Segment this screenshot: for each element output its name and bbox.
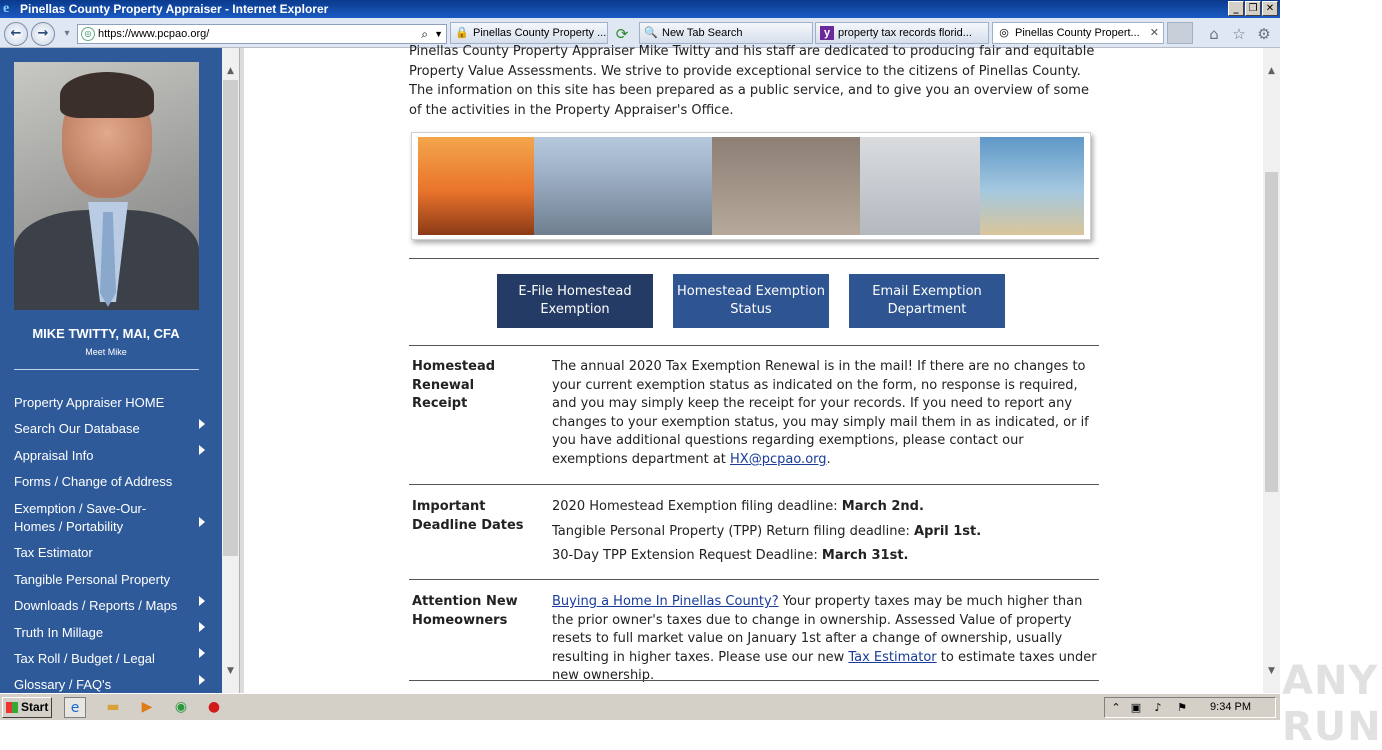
deadline-desc: 30-Day TPP Extension Request Deadline:: [552, 548, 822, 564]
deadline-date: March 2nd.: [841, 499, 924, 514]
tab-label: Pinellas County Propert...: [1015, 27, 1140, 39]
deadline-desc: 2020 Homestead Exemption filing deadline:: [552, 499, 842, 514]
sidebar-item-glossary[interactable]: Glossary / FAQ's: [14, 677, 112, 692]
divider: [409, 680, 1099, 681]
sidebar-scrollbar[interactable]: [222, 48, 239, 693]
tab-new-tab-search[interactable]: [639, 22, 813, 44]
anyrun-watermark: ANY RUN: [1282, 658, 1382, 750]
media-player-icon[interactable]: ▶: [141, 699, 153, 715]
tab-close-icon[interactable]: ✕: [1149, 27, 1159, 39]
sidebar-item-tax-roll[interactable]: Tax Roll / Budget / Legal: [14, 651, 155, 666]
search-icon[interactable]: ⌕: [421, 27, 428, 41]
forward-button[interactable]: →: [31, 22, 55, 46]
address-dropdown-icon[interactable]: ▼: [434, 29, 443, 39]
sidebar-item-home[interactable]: Property Appraiser HOME: [14, 395, 165, 410]
divider: [409, 579, 1099, 580]
hx-email-link[interactable]: HX@pcpao.org: [730, 451, 827, 467]
palm-trees-sunset-photo: [418, 137, 534, 235]
beach-photo: [980, 137, 1084, 235]
warning-icon[interactable]: ●: [207, 699, 221, 715]
scrollbar-thumb[interactable]: [1265, 172, 1278, 492]
submenu-arrow-icon: [199, 517, 205, 527]
sidebar-item-exemption[interactable]: Exemption / Save-Our-Homes / Portability: [14, 501, 147, 534]
home-icon[interactable]: ⌂: [1209, 25, 1219, 43]
homeowners-body: Your property taxes may be much higher than the prior owner's taxes due to change in ownership. Assessed Value of property resets to full market value on January 1st after a change of ownership, usually resulting in higher taxes. Please use our new: [552, 594, 1083, 665]
volume-icon[interactable]: ♪: [1154, 701, 1162, 714]
divider: [409, 484, 1099, 485]
homestead-tail: .: [826, 451, 831, 467]
sidebar-item-tax-estimator[interactable]: Tax Estimator: [14, 545, 93, 560]
windows-logo-icon: [6, 702, 18, 713]
action-center-flag-icon[interactable]: ⚑: [1177, 701, 1187, 714]
internet-explorer-icon[interactable]: e: [64, 697, 86, 718]
address-url: https://www.pcpao.org/: [98, 28, 210, 40]
deadline-line: [552, 498, 1097, 517]
sidebar-item-tangible-property[interactable]: Tangible Personal Property: [14, 572, 171, 587]
submenu-arrow-icon: [199, 596, 205, 606]
submenu-arrow-icon: [199, 622, 205, 632]
scroll-down-icon[interactable]: ▼: [227, 666, 234, 676]
favorites-star-icon[interactable]: ☆: [1232, 25, 1246, 43]
deadline-date: April 1st.: [914, 523, 982, 539]
show-hidden-icons-icon[interactable]: ⌃: [1111, 701, 1121, 714]
site-icon: ◎: [999, 27, 1009, 39]
submenu-arrow-icon: [199, 648, 205, 658]
window-title-bar: [0, 0, 1280, 18]
page-scrollbar[interactable]: [1263, 48, 1280, 693]
network-icon[interactable]: ▣: [1130, 701, 1142, 714]
scroll-up-icon[interactable]: ▲: [227, 66, 234, 76]
address-bar[interactable]: [77, 24, 447, 44]
efile-homestead-button[interactable]: E-File Homestead Exemption: [497, 274, 653, 328]
deadline-dates-text: [552, 498, 1097, 566]
yahoo-icon: y: [820, 26, 834, 40]
submenu-arrow-icon: [199, 675, 205, 685]
submenu-arrow-icon: [199, 445, 205, 455]
meet-mike-link[interactable]: Meet Mike: [85, 347, 127, 357]
divider: [409, 345, 1099, 346]
sidebar-item-truth-in-millage[interactable]: Truth In Millage: [14, 625, 104, 640]
divider: [409, 258, 1099, 259]
homestead-renewal-label: Homestead Renewal Receipt: [412, 359, 496, 411]
new-homeowners-label: Attention New Homeowners: [412, 594, 518, 628]
history-dropdown-icon[interactable]: ▾: [64, 28, 70, 39]
homeowners-tail: to estimate taxes under new ownership.: [552, 649, 1097, 684]
new-tab-button[interactable]: [1167, 22, 1193, 44]
refresh-icon[interactable]: ⟳: [615, 25, 629, 43]
office-workers-photo: [860, 137, 980, 235]
sidebar-item-downloads[interactable]: Downloads / Reports / Maps: [14, 598, 178, 613]
deadline-line: [552, 547, 1097, 566]
search-icon: 🔍: [644, 27, 658, 39]
sidebar: [0, 48, 222, 693]
banner-image: [411, 132, 1091, 240]
back-button[interactable]: ←: [4, 22, 28, 46]
close-window-button[interactable]: ✕: [1262, 1, 1278, 16]
maximize-button[interactable]: ❐: [1245, 1, 1261, 16]
clock: 9:34 PM: [1210, 701, 1251, 713]
tab-property-tax-records[interactable]: [815, 22, 989, 44]
tab-label: property tax records florid...: [838, 27, 972, 39]
chrome-icon[interactable]: ◉: [174, 699, 188, 715]
start-label: Start: [21, 700, 49, 714]
sidebar-item-appraisal-info[interactable]: Appraisal Info: [14, 448, 94, 463]
courthouse-photo: [534, 137, 712, 235]
tab-pinellas-active[interactable]: [992, 22, 1164, 44]
deadline-desc: Tangible Personal Property (TPP) Return filing deadline:: [552, 523, 915, 539]
system-tray: [1104, 697, 1276, 718]
intro-text: Property Value Assessments. We strive to provide exceptional service to the citizens of Pinellas County. The information on this site has been prepared as a public service, and to give you an overview of some of the activities in the Property Appraiser's Office.: [409, 63, 1089, 118]
taskbar: [0, 693, 1280, 720]
start-button[interactable]: [2, 697, 52, 718]
window-title: Pinellas County Property Appraiser - Internet Explorer: [20, 2, 329, 16]
site-icon: ◎: [81, 27, 95, 41]
ie-logo-icon: e: [3, 1, 10, 16]
intro-cut-line: Pinellas County Property Appraiser Mike Twitty and his staff are dedicated to producing fair and equitable: [409, 44, 1095, 59]
new-homeowners-text: [552, 593, 1097, 686]
sidebar-item-forms[interactable]: Forms / Change of Address: [14, 474, 173, 489]
tax-estimator-link[interactable]: Tax Estimator: [848, 649, 937, 665]
american-flag-photo: [712, 137, 860, 235]
homestead-status-button[interactable]: Homestead Exemption Status: [673, 274, 829, 328]
scrollbar-thumb[interactable]: [223, 80, 238, 556]
person-name: MIKE TWITTY, MAI, CFA: [32, 326, 180, 341]
buying-home-link[interactable]: Buying a Home In Pinellas County?: [552, 594, 779, 609]
deadline-date: March 31st.: [821, 548, 909, 564]
tab-label: New Tab Search: [662, 27, 743, 39]
settings-gear-icon[interactable]: ⚙: [1257, 25, 1271, 43]
profile-photo: [14, 62, 199, 302]
deadline-dates-label: Important Deadline Dates: [412, 499, 524, 533]
sidebar-divider: [14, 369, 199, 370]
deadline-line: [552, 523, 1097, 542]
tab-pinellas-1[interactable]: [450, 22, 608, 44]
submenu-arrow-icon: [199, 419, 205, 429]
homestead-renewal-text: [552, 358, 1097, 470]
email-exemption-button[interactable]: Email Exemption Department: [849, 274, 1005, 328]
homestead-body: The annual 2020 Tax Exemption Renewal is in the mail! If there are no changes to your current exemption status as indicated on the form, no response is required, and you may simply keep the receipt for your records. If you need to report any changes to your exemption status, you may simply mail them in as indicated, or if you have additional questions regarding exemptions, please contact our exemptions department at: [552, 359, 1089, 467]
sidebar-item-search-database[interactable]: Search Our Database: [14, 421, 140, 436]
scroll-up-icon[interactable]: ▲: [1268, 66, 1275, 76]
scroll-down-icon[interactable]: ▼: [1268, 666, 1275, 676]
folder-icon[interactable]: ▬: [106, 699, 120, 715]
intro-paragraph: [409, 42, 1099, 120]
tab-label: Pinellas County Property ...: [473, 27, 607, 39]
minimize-button[interactable]: _: [1228, 1, 1244, 16]
lock-icon: 🔒: [455, 27, 469, 39]
